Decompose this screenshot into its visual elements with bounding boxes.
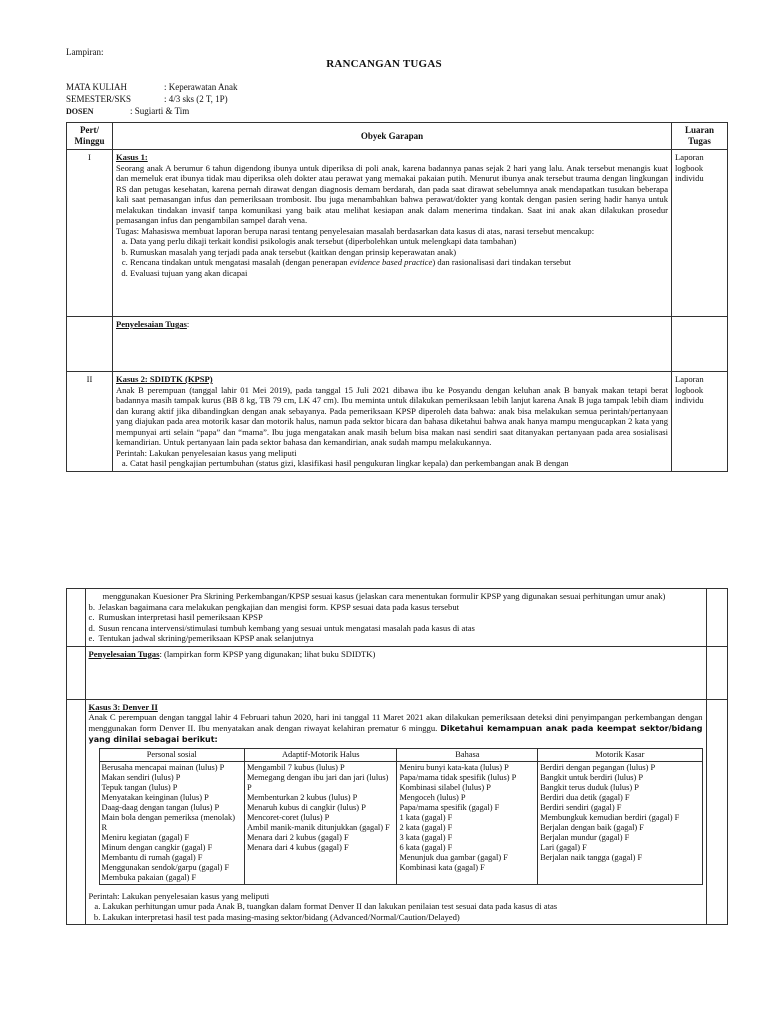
case-3-narrative: Anak C perempuan dengan tanggal lahir 4 Februari tahun 2020, hari ini tanggal 11 Maret 2021 akan dilakukan pemeriksaan deteksi dini penyimpangan perkembangan dengan menggunakan form Denver II. Ibu menyatakan anak dengan riwayat kelahiran prematur 6 minggu. Diketahui kemampuan anak pada keempat sektor/bidang yang dinilai sebagai berikut: xyxy=(88,712,703,744)
case-1-task: Tugas: Mahasiswa membuat laporan berupa narasi tentang penyelesaian masalah berdasarkan data kasus di atas, narasi tersebut mencakup: xyxy=(115,225,595,236)
case-1-title: Kasus 1: xyxy=(115,152,148,162)
denver-col-personal-sosial xyxy=(99,761,244,884)
list-item: Menara dari 2 kubus (gagal) F xyxy=(246,832,349,842)
list-item: Menara dari 4 kubus (gagal) F xyxy=(246,842,349,852)
list-item: Mengoceh (lulus) P xyxy=(399,792,466,802)
list-item: Menyatakan keinginan (lulus) P xyxy=(101,792,209,802)
list-item: Papa/mama tidak spesifik (lulus) P xyxy=(399,772,517,782)
list-item: Mencoret-coret (lulus) P xyxy=(246,812,330,822)
list-item: Menggunakan sendok/garpu (gagal) F xyxy=(101,862,230,872)
list-item: c. Rumuskan interpretasi hasil pemeriksaan KPSP xyxy=(88,612,263,622)
meta-matakuliah xyxy=(66,82,237,93)
table-row-week-2 xyxy=(67,372,728,472)
task-table xyxy=(66,122,728,472)
col-header-output: Luaran Tugas xyxy=(672,123,728,150)
list-item: a. Lakukan perhitungan umur pada Anak B, tuangkan dalam format Denver II dan lakukan penilaian test sesuai data pada kasus di atas xyxy=(103,901,703,912)
list-item: Main bola dengan pemeriksa (menolak) R xyxy=(101,812,236,832)
case-2-cell xyxy=(112,372,671,472)
case-2-cont-cell xyxy=(85,589,706,647)
solution-label: Penyelesaian Tugas xyxy=(88,648,160,659)
table-row-case-3 xyxy=(67,699,728,925)
list-item: Bangkit terus duduk (lulus) P xyxy=(540,782,639,792)
list-item: Berdiri dua detik (gagal) F xyxy=(540,792,630,802)
week-number: I xyxy=(67,150,113,317)
table-row-week-1 xyxy=(67,150,728,317)
col-header-week: Pert/ Minggu xyxy=(67,123,113,150)
case-3-instruction: Perintah: Lakukan penyelesaian kasus yang meliputi xyxy=(88,890,270,901)
denver-table xyxy=(99,748,703,885)
list-item: b. Jelaskan bagaimana cara melakukan pengkajian dan mengisi form. KPSP sesuai data pada kasus tersebut xyxy=(88,601,460,612)
list-item: Berjalan mundur (gagal) F xyxy=(540,832,630,842)
solution-1-cell: Penyelesaian Tugas: xyxy=(112,317,671,372)
meta-value: : Sugiarti & Tim xyxy=(130,106,190,116)
list-item: Ambil manik-manik ditunjukkan (gagal) F xyxy=(246,822,390,832)
list-item: e. Tentukan jadwal skrining/pemeriksaan KPSP anak selanjutnya xyxy=(88,633,314,643)
case-3-task-list xyxy=(89,901,703,922)
list-item: Membungkuk kemudian berdiri (gagal) F xyxy=(540,812,680,822)
solution-2-cell: Penyelesaian Tugas: (lampirkan form KPSP yang digunakan; lihat buku SDIDTK) xyxy=(85,646,706,699)
denver-header: Personal sosial xyxy=(99,748,244,761)
list-item: Memegang dengan ibu jari dan jari (lulus) P xyxy=(246,772,389,792)
list-item: Menaruh kubus di cangkir (lulus) P xyxy=(246,802,366,812)
case-2-task-list-cont xyxy=(89,602,703,644)
col-header-object: Obyek Garapan xyxy=(112,123,671,150)
meta-semester xyxy=(66,94,228,105)
list-item: 6 kata (gagal) F xyxy=(399,842,453,852)
list-item: a. Catat hasil pengkajian pertumbuhan (status gizi, klasifikasi hasil pengukuran lingkar kepala) dan perkembangan anak B dengan xyxy=(130,458,668,469)
list-item: Berdiri sendiri (gagal) F xyxy=(540,802,622,812)
denver-col-motorik-kasar xyxy=(538,761,702,884)
list-item: Berjalan naik tangga (gagal) F xyxy=(540,852,643,862)
case-2-item-a-cont: menggunakan Kuesioner Pra Skrining Perkembangan/KPSP sesuai kasus (jelaskan cara menentukan formulir KPSP yang digunakan sesuai perhitungan umur anak) xyxy=(102,591,666,601)
list-item: b. Rumuskan masalah yang terjadi pada anak tersebut (kaitkan dengan prinsip keperawatan anak) xyxy=(130,247,668,258)
output-cell: Laporan logbook individu xyxy=(672,150,728,317)
list-item: Membuka pakaian (gagal) F xyxy=(101,872,197,882)
list-item: d. Susun rencana intervensi/stimulasi tumbuh kembang yang sesuai untuk mengatasi masalah pada kasus di atas xyxy=(88,622,475,633)
document-page-2 xyxy=(0,520,768,1024)
lampiran-label: Lampiran: xyxy=(66,47,104,57)
list-item: Berdiri dengan pegangan (lulus) P xyxy=(540,762,656,772)
case-2-instruction: Perintah: Lakukan penyelesaian kasus yang meliputi xyxy=(115,447,297,458)
list-item: Meniru kegiatan (gagal) F xyxy=(101,832,190,842)
denver-header: Motorik Kasar xyxy=(538,748,702,761)
list-item: 2 kata (gagal) F xyxy=(399,822,453,832)
list-item: Minum dengan cangkir (gagal) F xyxy=(101,842,213,852)
list-item: Makan sendiri (lulus) P xyxy=(101,772,181,782)
meta-value: : 4/3 sks (2 T, 1P) xyxy=(164,94,228,104)
meta-dosen xyxy=(66,106,189,117)
case-1-cell xyxy=(112,150,671,317)
list-item: Kombinasi silabel (lulus) P xyxy=(399,782,491,792)
case-1-narrative: Seorang anak A berumur 6 tahun digendong ibunya untuk diperiksa di poli anak, karena badannya panas sejak 2 hari yang lalu. Anak tersebut menangis kuat dan memeluk erat ibunya tidak mau diperiksa oleh dokter atau perawat yang memakai pakaian putih. Menurut ibunya anak tersebut trauma dengan lingkungan RS dan petugas kesehatan, karena pernah dirawat dengan diagnosis demam berdarah, dan pada saat dirawat sebelumnya anak mendapatkan tusukan beberapa kali saat pemasangan infus dan pemeriksaan trombosit. Ibu juga menambahkan bahwa perawat/dokter yang kontak dengan pasien sering hadir hanya untuk melakukan tindakan invasif tanpa komunikasi yang baik atau melihat kesiapan anak dalam menerima tindakan. Saat ini anak akan dilakukan prosedur pemasangan infus dan pengambilan sampel darah vena. xyxy=(115,162,669,225)
case-1-task-list xyxy=(116,236,668,278)
denver-header: Adaptif-Motorik Halus xyxy=(244,748,397,761)
page-title: RANCANGAN TUGAS xyxy=(326,58,442,70)
table-row-solution-1 xyxy=(67,317,728,372)
list-item: b. Lakukan interpretasi hasil test pada masing-masing sektor/bidang (Advanced/Normal/Caution/Delayed) xyxy=(103,912,703,923)
denver-header-row xyxy=(99,748,702,761)
list-item: Papa/mama spesifik (gagal) F xyxy=(399,802,500,812)
list-item: Daag-daag dengan tangan (lulus) P xyxy=(101,802,220,812)
list-item: Lari (gagal) F xyxy=(540,842,587,852)
solution-label: Penyelesaian Tugas xyxy=(115,319,187,329)
task-table-continued xyxy=(66,588,728,925)
denver-col-motorik-halus xyxy=(244,761,397,884)
output-cell: Laporan logbook individu xyxy=(672,372,728,472)
list-item: a. Data yang perlu dikaji terkait kondisi psikologis anak tersebut (diperbolehkan untuk melengkapi data tambahan) xyxy=(130,236,668,247)
list-item: Bangkit untuk berdiri (lulus) P xyxy=(540,772,644,782)
meta-label: MATA KULIAH xyxy=(66,82,128,92)
denver-body-row xyxy=(99,761,702,884)
list-item: Berjalan dengan baik (gagal) F xyxy=(540,822,644,832)
case-3-title: Kasus 3: Denver II xyxy=(88,701,158,712)
week-number: II xyxy=(67,372,113,472)
case-2-narrative: Anak B perempuan (tanggal lahir 01 Mei 2019), pada tanggal 15 Juli 2021 dibawa ibu ke Posyandu dengan keluhan anak B banyak makan tetapi berat badannya masih tampak kurus (BB 8 kg, TB 79 cm, LK 47 cm). Ibu meminta untuk dilakukan pemeriksaan lebih lanjut karena Anak B juga tampak lebih diam dan kurang aktif jika dibandingkan dengan anak sebayanya. Pada pemeriksaan KPSP diperoleh data bahwa: anak bisa melakukan semua perintah/pertanyaan yang diajukan pada area motorik kasar dan motorik halus, namun pada sektor bicara dan bahasa diketahui bahwa anak hanya mampu mengucapkan 2 kata yang mempunyai arti selain “papa” dan “mama”. Ibu juga mengatakan anak masih belum bisa makan nasi sendiri saat ditanyakan pertanyaan pada area sosialisasi kemandirian. Untuk pertanyaan lain pada sektor bahasa dan kemandirian, anak sudah mampu melakukannya. xyxy=(115,384,669,447)
denver-col-bahasa xyxy=(397,761,538,884)
table-row-week-2-cont xyxy=(67,589,728,647)
list-item: Meniru bunyi kata-kata (lulus) P xyxy=(399,762,509,772)
list-item: Membenturkan 2 kubus (lulus) P xyxy=(246,792,358,802)
case-2-task-list xyxy=(116,458,668,469)
list-item: Membantu di rumah (gagal) F xyxy=(101,852,203,862)
table-header-row xyxy=(67,123,728,150)
list-item: Menunjuk dua gambar (gagal) F xyxy=(399,852,508,862)
list-item: 3 kata (gagal) F xyxy=(399,832,453,842)
list-item: Tepuk tangan (lulus) P xyxy=(101,782,178,792)
meta-value: : Keperawatan Anak xyxy=(164,82,238,92)
list-item: Kombinasi kata (gagal) F xyxy=(399,862,485,872)
list-item: d. Evaluasi tujuan yang akan dicapai xyxy=(130,268,668,279)
denver-header: Bahasa xyxy=(397,748,538,761)
case-2-title: Kasus 2: SDIDTK (KPSP) xyxy=(115,374,213,384)
list-item: Berusaha mencapai mainan (lulus) P xyxy=(101,762,225,772)
meta-label: DOSEN xyxy=(66,107,94,116)
list-item: 1 kata (gagal) F xyxy=(399,812,453,822)
table-row-solution-2 xyxy=(67,646,728,699)
case-3-cell xyxy=(85,699,706,925)
list-item: Mengambil 7 kubus (lulus) P xyxy=(246,762,345,772)
list-item: c. Rencana tindakan untuk mengatasi masalah (dengan penerapan evidence based practice) dan rasionalisasi dari tindakan tersebut xyxy=(130,257,668,268)
meta-label: SEMESTER/SKS xyxy=(66,94,132,104)
